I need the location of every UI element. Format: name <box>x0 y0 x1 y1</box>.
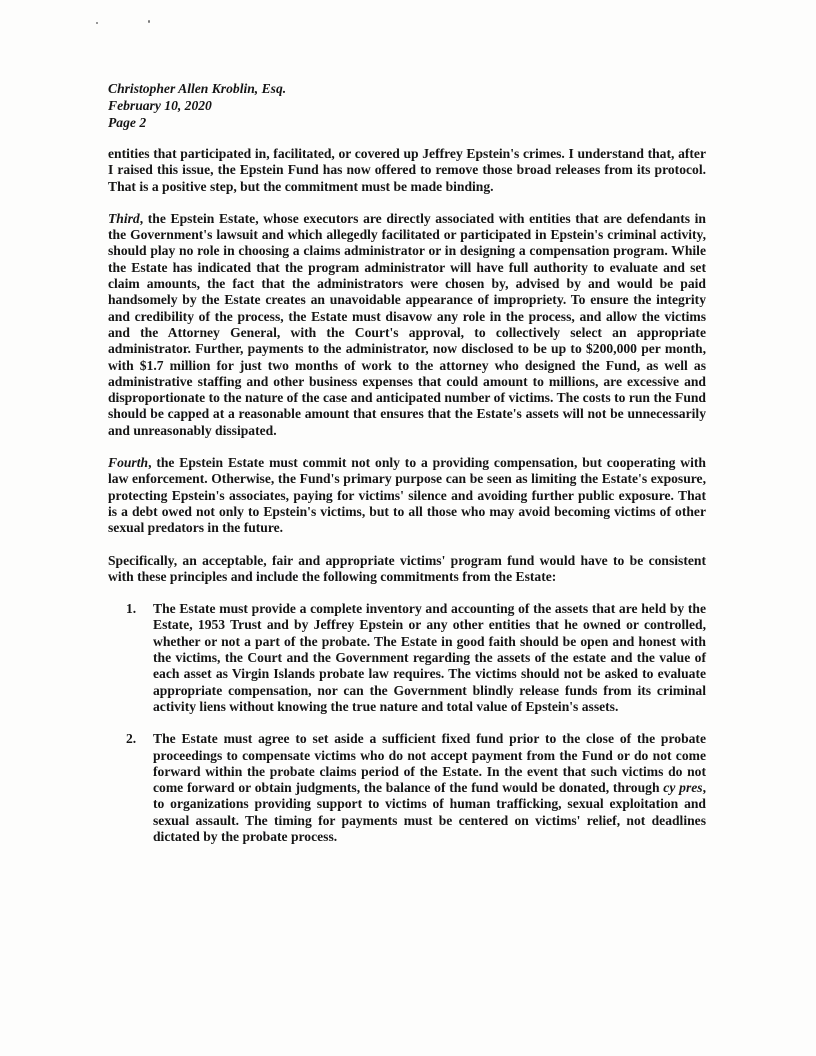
paragraph-specifically <box>108 553 706 586</box>
paragraph-continuation <box>108 146 706 195</box>
paragraph-text: , the Epstein Estate, whose executors are directly associated with entities that are defendants in the Government's lawsuit and which allegedly facilitated or participated in Epstein's criminal activity, should play no role in choosing a claims administrator or in designing a compensation program. While the Estate has indicated that the program administrator will have full authority to evaluate and set claim amounts, the fact that the administrators were chosen by, advised by and would be paid handsomely by the Estate creates an unavoidable appearance of impropriety. To ensure the integrity and credibility of the process, the Estate must disavow any role in the process, and allow the victims and the Attorney General, with the Court's approval, to collectively select an appropriate administrator. Further, payments to the administrator, now disclosed to be up to $200,000 per month, with $1.7 million for just two months of work to the attorney who designed the Fund, as well as administrative staffing and other business expenses that could amount to millions, are excessive and disproportionate to the nature of the case and anticipated number of victims. The costs to run the Fund should be capped at a reasonable amount that ensures that the Estate's assets will not be unnecessarily and unreasonably dissipated. <box>108 210 706 438</box>
paragraph-lead: Fourth <box>108 455 149 471</box>
letter-body <box>108 146 706 861</box>
latin-term: cy pres <box>663 780 703 796</box>
paragraph-fourth <box>108 455 706 536</box>
list-item <box>108 731 706 845</box>
scan-speck <box>148 20 150 23</box>
letter-header <box>108 80 286 131</box>
paragraph-third <box>108 211 706 439</box>
header-page-number: Page 2 <box>108 115 147 130</box>
paragraph-text: Specifically, an acceptable, fair and appropriate victims' program fund would have to be consistent with these principles and include the following commitments from the Estate: <box>108 552 706 584</box>
scan-speck <box>96 22 98 24</box>
paragraph-lead: Third <box>108 210 140 226</box>
commitments-list <box>108 601 706 845</box>
list-item-number: 2. <box>126 731 137 747</box>
list-item <box>108 601 706 715</box>
list-item-text: The Estate must agree to set aside a sufficient fixed fund prior to the close of the probate proceedings to compensate victims who do not accept payment from the Fund or do not come forward within the probate claims period of the Estate. In the event that such victims do not come forward or obtain judgments, the balance of the fund would be donated, through <box>153 731 706 796</box>
list-item-number: 1. <box>126 601 137 617</box>
header-author: Christopher Allen Kroblin, Esq. <box>108 81 287 96</box>
paragraph-text: , the Epstein Estate must commit not only to a providing compensation, but cooperating with law enforcement. Otherwise, the Fund's primary purpose can be seen as limiting the Estate's exposure, protecting Epstein's associates, paying for victims' silence and avoiding further public exposure. That is a debt owed not only to Epstein's victims, but to all those who may avoid becoming victims of other sexual predators in the future. <box>108 455 706 536</box>
paragraph-text: entities that participated in, facilitated, or covered up Jeffrey Epstein's crimes. I understand that, after I raised this issue, the Epstein Fund has now offered to remove those broad releases from its protocol. That is a positive step, but the commitment must be made binding. <box>108 146 706 194</box>
list-item-text: , to organizations providing support to victims of human trafficking, sexual exploitation and sexual assault. The timing for payments must be centered on victims' relief, not deadlines dictated by the probate process. <box>153 780 706 844</box>
list-item-text: The Estate must provide a complete inventory and accounting of the assets that are held by the Estate, 1953 Trust and by Jeffrey Epstein or any other entities that he owned or controlled, whether or not a part of the probate. The Estate in good faith should be open and honest with the victims, the Court and the Government regarding the assets of the estate and the value of each asset as Virgin Islands probate law requires. The victims should not be asked to evaluate appropriate compensation, nor can the Government blindly release funds from its criminal activity liens without knowing the true nature and total value of Epstein's assets. <box>153 601 706 714</box>
header-date: February 10, 2020 <box>108 98 212 113</box>
